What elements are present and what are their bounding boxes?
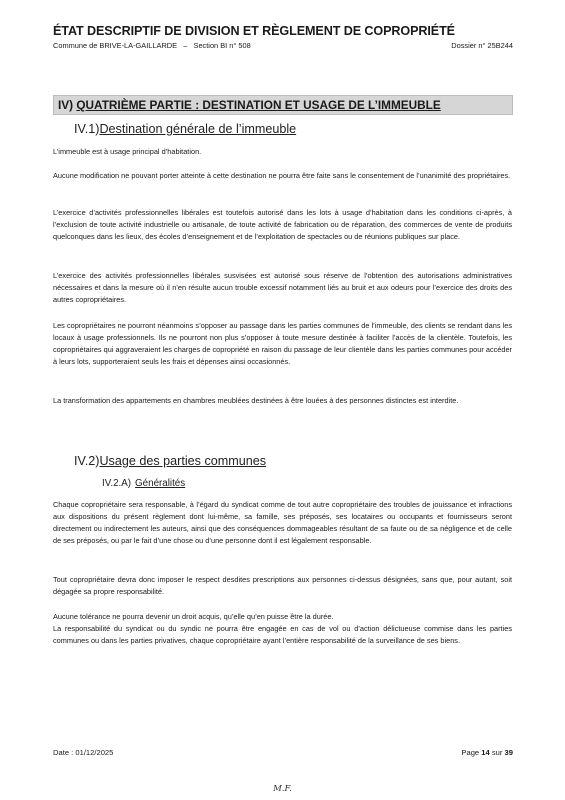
section-number: IV.2) <box>74 454 100 468</box>
paragraph: Chaque copropriétaire sera responsable, à l’égard du syndicat comme de tout autre copropriétaire des troubles de jouissance et infractions aux dispositions du présent règlement dont lui-même, sa famille, ses préposés, ses locataires ou occupants et fournisseurs seront directement ou indirectement les auteurs, ainsi que des conséquences dommageables résultant de sa faute ou de sa négligence et de celle de ses préposés, ou par le fait d’une chose ou d’une personne dont il est légalement responsable. <box>53 500 512 545</box>
paragraph: L’exercice d’activités professionnelles libérales est toutefois autorisé dans les lots à usage d’habitation dans les conditions ci-après, à l’exclusion de toute activité industrielle ou artisanale, de toute activité de fabrication ou de réparation, des commerces de vente de produits quelconques dans les lieux, des écoles d’enseignement et de l’exploitation de spectacles ou de réunions publiques sur place. <box>53 208 512 241</box>
paragraph: L’exercice des activités professionnelles libérales susvisées est autorisé sous réserve de l’obtention des autorisations administratives nécessaires et dans la mesure où il n’en résulte aucun trouble excessif notamment liés au bruit et aux odeurs pour l’exercice des droits des autres copropriétaires. <box>53 271 512 304</box>
page-current: 14 <box>481 748 490 757</box>
document-meta <box>53 41 513 53</box>
part-heading <box>53 95 513 115</box>
section-number: IV.1) <box>74 122 100 136</box>
paragraph: Tout copropriétaire devra donc imposer le respect desdites prescriptions aux personnes ci-dessus désignées, sans que, pour autant, soit dégagée sa propre responsabilité. <box>53 575 512 596</box>
subsection-number: IV.2.A) <box>102 478 132 489</box>
commune: Commune de BRIVE-LA-GAILLARDE <box>53 41 178 50</box>
paragraph: Aucune modification ne pouvant porter atteinte à cette destination ne pourra être faite sans le consentement de l’unanimité des propriétaires. <box>53 171 511 180</box>
section-heading-destination <box>74 122 296 136</box>
page-number <box>461 748 513 757</box>
parcel-reference <box>53 41 251 50</box>
document-title: ÉTAT DESCRIPTIF DE DIVISION ET RÈGLEMENT DE COPROPRIÉTÉ <box>53 24 455 38</box>
paragraph: La transformation des appartements en chambres meublées destinées à être louées à des personnes distinctes est interdite. <box>53 396 459 405</box>
paragraph: L’immeuble est à usage principal d’habitation. <box>53 147 202 156</box>
meta-separator: – <box>183 41 188 50</box>
paragraph: Aucune tolérance ne pourra devenir un droit acquis, qu’elle qu’en puisse être la durée. <box>53 612 334 621</box>
dossier-number: Dossier n° 25B244 <box>451 41 513 50</box>
part-title: QUATRIÈME PARTIE : DESTINATION ET USAGE DE L’IMMEUBLE <box>76 98 441 112</box>
part-number: IV) <box>58 98 74 112</box>
page-separator: sur <box>491 748 503 757</box>
signature-initials: M.F. <box>273 784 292 794</box>
section-title: Usage des parties communes <box>99 454 267 468</box>
cadastral-section: Section BI n° 508 <box>193 41 251 50</box>
subsection-title: Généralités <box>135 478 186 489</box>
footer-date: Date : 01/12/2025 <box>53 748 114 757</box>
section-title: Destination générale de l’immeuble <box>99 122 297 136</box>
page-prefix: Page <box>461 748 480 757</box>
paragraph: Les copropriétaires ne pourront néanmoins s’opposer au passage dans les parties communes de l’immeuble, des clients se rendant dans les locaux à usage professionnels. Ils ne pourront non plus s’opposer à toute mesure destinée à faciliter l’accès de la clientèle. Toutefois, les copropriétaires qui aggraveraient les charges de copropriété en raison du passage de leur clientèle dans les parties communes pour accéder à leurs lots, supporteraient seuls les frais et dépenses ainsi occasionnés. <box>53 321 512 366</box>
page-total: 39 <box>504 748 513 757</box>
paragraph: La responsabilité du syndicat ou du syndic ne pourra être engagée en cas de vol ou d’action délictueuse commise dans les parties communes ou dans les parties privatives, chaque copropriétaire ayant l’entière responsabilité de la surveillance de ses biens. <box>53 624 512 645</box>
section-heading-common-parts <box>74 454 266 468</box>
subsection-heading-general <box>102 478 185 489</box>
